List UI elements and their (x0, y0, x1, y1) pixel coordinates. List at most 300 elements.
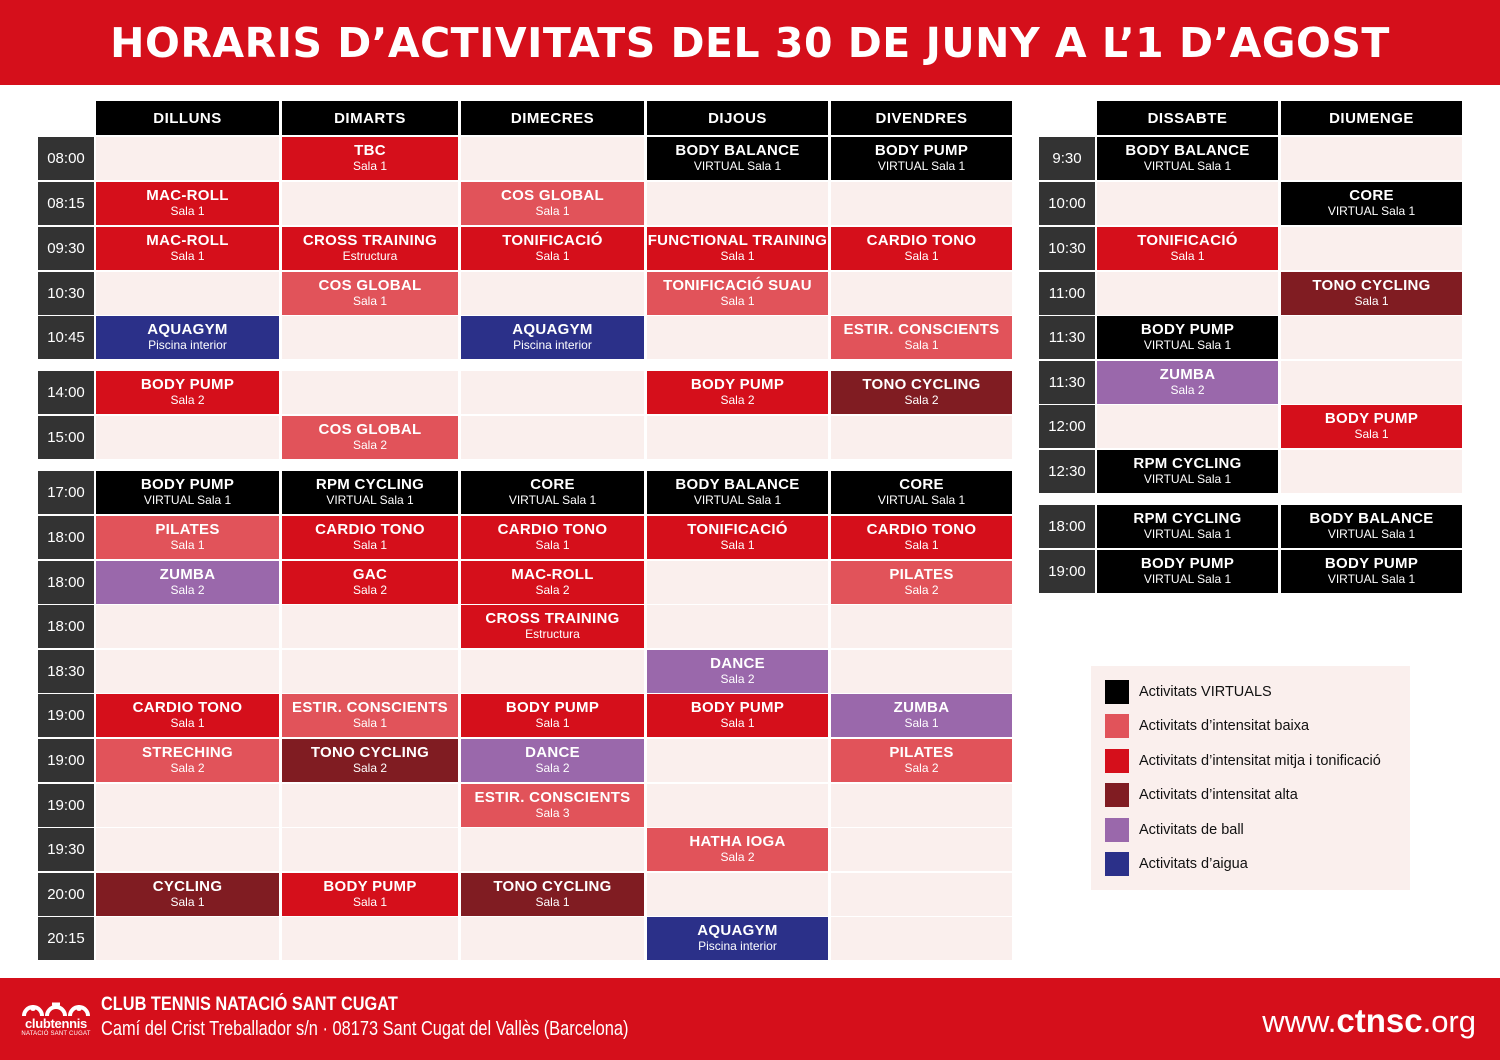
activity-room: Sala 1 (720, 716, 755, 730)
activity-name: TONO CYCLING (493, 878, 612, 895)
time-slot: 08:00 (38, 137, 94, 180)
empty-slot (831, 917, 1012, 960)
activity-cell (282, 561, 458, 604)
activity-name: ESTIR. CONSCIENTS (474, 789, 631, 806)
activity-name: COS GLOBAL (318, 421, 422, 438)
activity-name: ESTIR. CONSCIENTS (843, 321, 1000, 338)
empty-slot (831, 182, 1012, 225)
time-slot: 19:00 (38, 784, 94, 827)
activity-cell (647, 516, 828, 559)
activity-room: Sala 2 (904, 393, 939, 407)
website-suffix: .org (1422, 1004, 1476, 1039)
legend-label: Activitats d’aigua (1139, 856, 1248, 872)
activity-name: TBC (354, 142, 386, 159)
empty-slot (96, 828, 279, 871)
time-slot: 20:00 (38, 873, 94, 916)
empty-slot (282, 605, 458, 648)
empty-slot (282, 828, 458, 871)
activity-cell (1097, 361, 1278, 404)
activity-name: BODY BALANCE (1309, 510, 1434, 527)
activity-room: Sala 1 (904, 538, 939, 552)
activity-room: Sala 1 (720, 538, 755, 552)
empty-slot (647, 784, 828, 827)
time-slot: 18:00 (38, 516, 94, 559)
empty-slot (282, 784, 458, 827)
logo-subtitle: NATACIÓ SANT CUGAT (21, 1031, 91, 1037)
empty-slot (831, 605, 1012, 648)
time-slot: 12:00 (1039, 405, 1095, 448)
activity-cell (647, 694, 828, 737)
activity-name: CORE (1349, 187, 1394, 204)
activity-name: AQUAGYM (697, 922, 778, 939)
activity-cell (461, 739, 644, 782)
empty-slot (461, 137, 644, 180)
activity-name: BODY PUMP (140, 376, 235, 393)
activity-room: VIRTUAL Sala 1 (1327, 572, 1416, 586)
logo-rings-icon (20, 994, 92, 1018)
activity-name: GAC (352, 566, 388, 583)
legend-item-alta (1105, 783, 1298, 807)
activity-room: Sala 1 (170, 204, 205, 218)
activity-room: Sala 1 (352, 294, 388, 308)
activity-cell (96, 371, 279, 414)
activity-room: VIRTUAL Sala 1 (326, 493, 414, 507)
empty-slot (461, 371, 644, 414)
activity-name: ZUMBA (893, 699, 950, 716)
empty-slot (831, 784, 1012, 827)
activity-room: Sala 2 (535, 583, 570, 597)
empty-slot (1281, 316, 1462, 359)
activity-name: CARDIO TONO (315, 521, 425, 538)
empty-slot (1097, 405, 1278, 448)
time-slot: 17:00 (38, 471, 94, 514)
activity-name: ZUMBA (1159, 366, 1216, 383)
activity-room: Sala 1 (720, 249, 755, 263)
activity-room: VIRTUAL Sala 1 (1143, 472, 1232, 486)
empty-slot (647, 605, 828, 648)
legend-item-mitja (1105, 749, 1381, 773)
footer-bar (0, 978, 1500, 1060)
activity-cell (282, 416, 458, 459)
activity-name: TONIFICACIÓ (1137, 232, 1238, 249)
activity-name: CARDIO TONO (132, 699, 243, 716)
legend-label: Activitats d’intensitat baixa (1139, 718, 1310, 735)
activity-room: Sala 2 (352, 438, 388, 452)
activity-room: Sala 1 (170, 538, 205, 552)
activity-room: Sala 3 (535, 806, 570, 820)
website-prefix: www. (1262, 1004, 1337, 1039)
time-slot: 08:15 (38, 182, 94, 225)
legend-swatch (1105, 783, 1129, 807)
activity-name: MAC-ROLL (146, 187, 229, 204)
activity-name: AQUAGYM (512, 321, 593, 338)
time-slot: 19:00 (38, 694, 94, 737)
activity-cell (461, 316, 644, 359)
activity-cell (282, 471, 458, 514)
activity-cell (1281, 182, 1462, 225)
activity-name: DANCE (710, 655, 765, 672)
time-slot: 09:30 (38, 227, 94, 270)
time-slot: 18:00 (38, 561, 94, 604)
empty-slot (461, 828, 644, 871)
empty-slot (96, 605, 279, 648)
activity-name: COS GLOBAL (501, 187, 604, 204)
activity-room: VIRTUAL Sala 1 (1327, 527, 1416, 541)
day-header-dissabte: DISSABTE (1097, 101, 1278, 135)
empty-slot (1281, 137, 1462, 180)
empty-slot (96, 917, 279, 960)
empty-slot (282, 917, 458, 960)
legend-label: Activitats de ball (1139, 821, 1244, 838)
activity-name: BODY PUMP (1140, 321, 1235, 338)
empty-slot (647, 416, 828, 459)
activity-cell (831, 694, 1012, 737)
activity-cell (647, 137, 828, 180)
time-slot: 11:30 (1039, 361, 1095, 404)
activity-room: Sala 1 (535, 895, 570, 909)
activity-room: VIRTUAL Sala 1 (693, 159, 782, 173)
activity-room: Sala 1 (170, 716, 205, 730)
activity-room: Sala 2 (352, 583, 388, 597)
activity-name: PILATES (155, 521, 220, 538)
activity-name: COS GLOBAL (318, 277, 422, 294)
time-slot: 10:30 (1039, 227, 1095, 270)
activity-name: TONO CYCLING (862, 376, 981, 393)
empty-slot (831, 650, 1012, 693)
activity-name: MAC-ROLL (146, 232, 229, 249)
page-title: HORARIS D’ACTIVITATS DEL 30 DE JUNY A L’1 D’AGOST (110, 18, 1390, 67)
activity-room: VIRTUAL Sala 1 (1143, 338, 1232, 352)
empty-slot (1281, 450, 1462, 493)
time-slot: 19:30 (38, 828, 94, 871)
legend-swatch (1105, 818, 1129, 842)
empty-slot (1281, 227, 1462, 270)
activity-room: Sala 2 (904, 583, 939, 597)
activity-name: BODY PUMP (690, 376, 785, 393)
empty-slot (96, 137, 279, 180)
activity-cell (461, 694, 644, 737)
activity-name: MAC-ROLL (511, 566, 594, 583)
activity-room: Sala 1 (170, 895, 205, 909)
time-slot: 18:00 (38, 605, 94, 648)
time-slot: 14:00 (38, 371, 94, 414)
activity-cell (461, 561, 644, 604)
activity-name: STRECHING (141, 744, 234, 761)
empty-slot (1097, 182, 1278, 225)
time-slot: 19:00 (1039, 550, 1095, 593)
empty-slot (831, 272, 1012, 315)
activity-cell (282, 873, 458, 916)
header-bar (0, 0, 1500, 85)
legend-label: Activitats d’intensitat mitja i tonificació (1139, 752, 1381, 769)
activity-room: Piscina interior (698, 939, 777, 953)
activity-cell (647, 371, 828, 414)
time-slot: 18:00 (1039, 505, 1095, 548)
activity-room: Piscina interior (148, 338, 227, 352)
activity-name: BODY PUMP (1324, 555, 1419, 572)
day-header-dilluns: DILLUNS (96, 101, 279, 135)
activity-cell (282, 227, 458, 270)
activity-cell (96, 182, 279, 225)
activity-room: Sala 1 (170, 249, 205, 263)
activity-room: VIRTUAL Sala 1 (1143, 572, 1232, 586)
legend-item-virtual (1105, 680, 1272, 704)
activity-name: CARDIO TONO (497, 521, 608, 538)
activity-cell (1097, 316, 1278, 359)
empty-slot (1097, 272, 1278, 315)
activity-cell (1097, 137, 1278, 180)
activity-room: Estructura (525, 627, 580, 641)
activity-room: Sala 2 (535, 761, 570, 775)
activity-room: Sala 1 (352, 716, 388, 730)
activity-name: BODY PUMP (323, 878, 417, 895)
empty-slot (647, 182, 828, 225)
time-slot: 10:45 (38, 316, 94, 359)
activity-cell (1281, 272, 1462, 315)
day-header-diumenge: DIUMENGE (1281, 101, 1462, 135)
activity-cell (1281, 405, 1462, 448)
legend (1091, 666, 1410, 890)
activity-cell (1281, 550, 1462, 593)
activity-cell (647, 650, 828, 693)
activity-cell (461, 227, 644, 270)
activity-cell (831, 371, 1012, 414)
activity-cell (647, 227, 828, 270)
activity-cell (282, 739, 458, 782)
activity-room: Sala 2 (170, 761, 205, 775)
activity-room: VIRTUAL Sala 1 (1327, 204, 1416, 218)
time-slot: 12:30 (1039, 450, 1095, 493)
legend-label: Activitats d’intensitat alta (1139, 787, 1298, 804)
empty-slot (282, 316, 458, 359)
empty-slot (461, 650, 644, 693)
activity-name: TONO CYCLING (1312, 277, 1431, 294)
activity-name: CARDIO TONO (866, 521, 977, 538)
activity-name: FUNCTIONAL TRAINING (647, 232, 828, 249)
activity-room: VIRTUAL Sala 1 (877, 493, 966, 507)
club-address: Camí del Crist Treballador s/n · 08173 Sant Cugat del Vallès (Barcelona) (101, 1018, 629, 1040)
activity-name: CORE (899, 476, 944, 493)
time-slot: 19:00 (38, 739, 94, 782)
activity-room: Sala 1 (1170, 249, 1205, 263)
empty-slot (831, 828, 1012, 871)
activity-room: VIRTUAL Sala 1 (877, 159, 966, 173)
empty-slot (461, 272, 644, 315)
activity-cell (96, 561, 279, 604)
time-slot: 10:00 (1039, 182, 1095, 225)
activity-cell (647, 272, 828, 315)
activity-cell (831, 316, 1012, 359)
activity-name: CROSS TRAINING (302, 232, 438, 249)
activity-room: Sala 1 (535, 538, 570, 552)
activity-name: RPM CYCLING (315, 476, 425, 493)
empty-slot (461, 416, 644, 459)
activity-cell (831, 561, 1012, 604)
activity-cell (282, 272, 458, 315)
activity-cell (831, 516, 1012, 559)
empty-slot (96, 650, 279, 693)
activity-cell (282, 137, 458, 180)
activity-room: VIRTUAL Sala 1 (143, 493, 232, 507)
activity-room: Piscina interior (513, 338, 592, 352)
activity-cell (1097, 505, 1278, 548)
activity-room: Sala 1 (352, 538, 388, 552)
legend-item-ball (1105, 818, 1244, 842)
activity-room: Sala 1 (904, 338, 939, 352)
activity-cell (647, 471, 828, 514)
activity-room: Sala 1 (1354, 294, 1389, 308)
activity-cell (1281, 505, 1462, 548)
empty-slot (282, 650, 458, 693)
activity-cell (461, 182, 644, 225)
activity-room: VIRTUAL Sala 1 (508, 493, 597, 507)
empty-slot (96, 784, 279, 827)
activity-cell (831, 137, 1012, 180)
activity-name: TONIFICACIÓ SUAU (663, 277, 812, 294)
activity-name: RPM CYCLING (1133, 455, 1242, 472)
activity-cell (1097, 450, 1278, 493)
activity-cell (96, 516, 279, 559)
empty-slot (831, 873, 1012, 916)
empty-slot (96, 416, 279, 459)
activity-name: TONO CYCLING (310, 744, 430, 761)
day-header-divendres: DIVENDRES (831, 101, 1012, 135)
empty-slot (831, 416, 1012, 459)
time-slot: 11:00 (1039, 272, 1095, 315)
activity-cell (1097, 550, 1278, 593)
empty-slot (1281, 361, 1462, 404)
activity-name: CORE (530, 476, 575, 493)
activity-room: Sala 1 (535, 716, 570, 730)
activity-name: TONIFICACIÓ (687, 521, 788, 538)
legend-swatch (1105, 714, 1129, 738)
legend-item-baixa (1105, 714, 1309, 738)
activity-cell (1097, 227, 1278, 270)
activity-cell (96, 227, 279, 270)
activity-cell (461, 784, 644, 827)
activity-room: Sala 1 (352, 159, 388, 173)
time-slot: 10:30 (38, 272, 94, 315)
activity-cell (461, 873, 644, 916)
activity-room: Sala 2 (720, 393, 755, 407)
activity-name: DANCE (525, 744, 580, 761)
empty-slot (647, 316, 828, 359)
activity-name: AQUAGYM (147, 321, 228, 338)
activity-name: RPM CYCLING (1133, 510, 1242, 527)
activity-room: Sala 1 (352, 895, 388, 909)
activity-cell (831, 227, 1012, 270)
time-slot: 9:30 (1039, 137, 1095, 180)
activity-name: BODY PUMP (874, 142, 969, 159)
activity-cell (647, 828, 828, 871)
activity-name: BODY PUMP (1140, 555, 1235, 572)
empty-slot (461, 917, 644, 960)
activity-cell (96, 694, 279, 737)
activity-cell (96, 739, 279, 782)
website-brand: ctnsc (1336, 1002, 1423, 1039)
activity-cell (831, 471, 1012, 514)
activity-name: PILATES (889, 566, 954, 583)
legend-item-aigua (1105, 852, 1248, 876)
activity-room: Sala 2 (352, 761, 388, 775)
activity-name: BODY BALANCE (675, 142, 800, 159)
empty-slot (647, 739, 828, 782)
activity-cell (96, 873, 279, 916)
activity-name: BODY PUMP (1324, 410, 1419, 427)
activity-room: Sala 2 (170, 583, 205, 597)
activity-name: CARDIO TONO (866, 232, 977, 249)
activity-name: HATHA IOGA (689, 833, 786, 850)
empty-slot (282, 371, 458, 414)
activity-name: ESTIR. CONSCIENTS (292, 699, 448, 716)
activity-name: BODY PUMP (140, 476, 235, 493)
activity-name: BODY BALANCE (1125, 142, 1250, 159)
activity-cell (461, 471, 644, 514)
activity-room: Sala 1 (720, 294, 755, 308)
legend-swatch (1105, 852, 1129, 876)
day-header-dimecres: DIMECRES (461, 101, 644, 135)
empty-slot (282, 182, 458, 225)
website-link[interactable] (1262, 1002, 1476, 1040)
activity-room: Sala 1 (535, 204, 570, 218)
activity-name: ZUMBA (159, 566, 216, 583)
legend-label: Activitats VIRTUALS (1139, 684, 1272, 700)
activity-cell (461, 605, 644, 648)
activity-cell (96, 316, 279, 359)
activity-name: BODY BALANCE (675, 476, 800, 493)
club-logo (20, 994, 92, 1046)
time-slot: 15:00 (38, 416, 94, 459)
legend-swatch (1105, 749, 1129, 773)
activity-room: Sala 1 (904, 249, 939, 263)
activity-room: Sala 2 (1170, 383, 1205, 397)
empty-slot (96, 272, 279, 315)
empty-slot (647, 561, 828, 604)
day-header-dijous: DIJOUS (647, 101, 828, 135)
activity-name: CYCLING (152, 878, 223, 895)
activity-cell (831, 739, 1012, 782)
time-slot: 18:30 (38, 650, 94, 693)
activity-room: Sala 2 (170, 393, 205, 407)
activity-room: Estructura (342, 249, 398, 263)
time-slot: 20:15 (38, 917, 94, 960)
activity-room: Sala 2 (904, 761, 939, 775)
empty-slot (647, 873, 828, 916)
activity-room: Sala 2 (720, 850, 755, 864)
activity-cell (461, 516, 644, 559)
time-slot: 11:30 (1039, 316, 1095, 359)
activity-room: Sala 1 (1354, 427, 1389, 441)
activity-room: VIRTUAL Sala 1 (693, 493, 782, 507)
activity-room: Sala 2 (720, 672, 755, 686)
activity-cell (282, 516, 458, 559)
activity-cell (647, 917, 828, 960)
legend-swatch (1105, 680, 1129, 704)
activity-name: PILATES (889, 744, 954, 761)
logo-wordmark: clubtennis (24, 1016, 87, 1031)
activity-room: VIRTUAL Sala 1 (1143, 159, 1232, 173)
activity-room: Sala 1 (904, 716, 939, 730)
activity-room: VIRTUAL Sala 1 (1143, 527, 1232, 541)
activity-cell (282, 694, 458, 737)
day-header-dimarts: DIMARTS (282, 101, 458, 135)
activity-name: BODY PUMP (690, 699, 785, 716)
activity-name: TONIFICACIÓ (502, 232, 603, 249)
activity-room: Sala 1 (535, 249, 570, 263)
activity-name: CROSS TRAINING (485, 610, 620, 627)
activity-cell (96, 471, 279, 514)
activity-name: BODY PUMP (505, 699, 600, 716)
